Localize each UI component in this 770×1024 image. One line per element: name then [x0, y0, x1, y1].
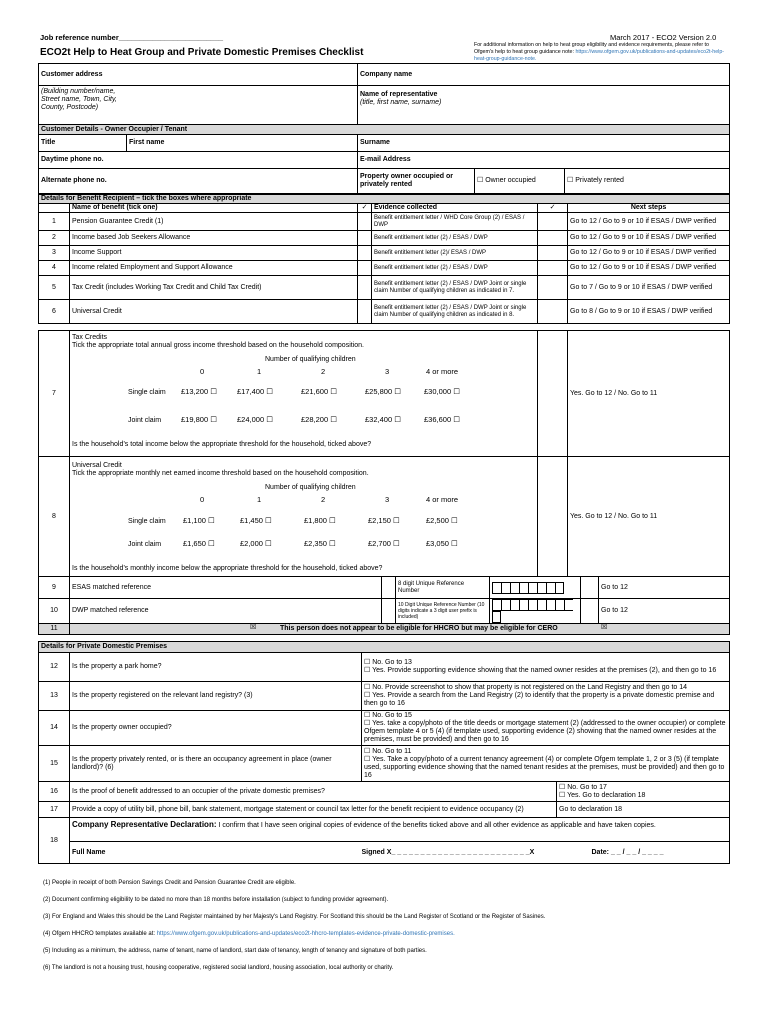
info-note: For additional information on help to heat group eligibility and evidence requirements, please refer to Ofgem's help to heat group guidance note: https://www.ofgem.gov.uk/publications-and-updates/eco2t-help-heat-group-guidance-note. — [474, 42, 725, 62]
threshold-checkbox[interactable]: £1,450 ☐ — [240, 516, 272, 525]
customer-details-header: Customer Details - Owner Occupier / Tenant — [39, 125, 730, 135]
tick-box[interactable] — [538, 261, 568, 276]
answer-options[interactable]: ☐ No. Go to 15 ☐ Yes. take a copy/photo of the title deeds or mortgage statement (2) (addressed to the owner occupier) or complete Ofgem template 4 or 5 (4) (if template used, supporting evidence (2) showing that the named owner resides at the premises, must be provided) and then go to 16 — [362, 711, 730, 746]
tick-box[interactable] — [538, 457, 568, 577]
reference-table — [38, 576, 730, 635]
tick-box[interactable] — [358, 213, 372, 231]
signature-field[interactable]: Signed X_ _ _ _ _ _ _ _ _ _ _ _ _ _ _ _ _ _ _ _ _ _ _ _X — [361, 848, 535, 856]
threshold-checkbox[interactable]: £1,100 ☐ — [183, 516, 215, 525]
esas-row: 9 ESAS matched reference 8 digit Unique Reference Number Go to 12 — [39, 577, 730, 599]
tick-box[interactable] — [538, 331, 568, 457]
benefit-header: Details for Benefit Recipient – tick the boxes where appropriate — [39, 195, 730, 204]
title-field[interactable]: Title — [39, 135, 127, 152]
answer-options[interactable]: ☐ No. Go to 11 ☐ Yes. Take a copy/photo of a current tenancy agreement (4) or complete Ofgem template 1, 2 or 3 (5) (if template used, supporting evidence showing that the named tenant resides at the premises, must be provided) and then go to 16 — [362, 746, 730, 782]
full-name-field[interactable]: Full Name — [70, 842, 362, 864]
threshold-checkbox[interactable]: £2,500 ☐ — [426, 516, 458, 525]
templates-link[interactable]: https://www.ofgem.gov.uk/publications-and-updates/eco2t-hhcro-templates-evidence-private-domestic-premises. — [156, 931, 455, 937]
dwp-reference-input[interactable] — [490, 599, 581, 624]
threshold-checkbox[interactable]: £2,000 ☐ — [240, 539, 272, 548]
threshold-checkbox[interactable]: £25,800 ☐ — [365, 387, 401, 396]
threshold-checkbox[interactable]: £17,400 ☐ — [237, 387, 273, 396]
proof-address-row: 16 Is the proof of benefit addressed to an occupier of the private domestic premises? ☐ No. Go to 17 ☐ Yes. Go to declaration 18 — [39, 782, 730, 802]
benefit-row: 3 Income Support Benefit entitlement letter (2)/ ESAS / DWP Go to 12 / Go to 9 or 10 if ESAS / DWP verified — [39, 246, 730, 261]
tick-box[interactable] — [358, 246, 372, 261]
first-name-field[interactable]: First name — [127, 135, 358, 152]
benefit-row: 5 Tax Credit (includes Working Tax Credit and Child Tax Credit) Benefit entitlement letter (2) / ESAS / DWP Joint or single claim Number of qualifying children as indicated in 7. Go to 7 / Go to 9 or 10 if ESAS / DWP verified — [39, 276, 730, 300]
footnote: (1) People in receipt of both Pension Savings Credit and Pension Guarantee Credit are eligible. — [43, 880, 296, 886]
esas-reference-input[interactable] — [490, 577, 581, 599]
tick-box[interactable] — [358, 231, 372, 246]
universal-credit-row: 8 Universal Credit Tick the appropriate monthly net earned income threshold based on the household composition. Number of qualifying children 0 1 2 3 4 or more Single claim £1,100 ☐ £1,450 ☐ £1,800 ☐ £2,150 ☐ £2,500 ☐ Joint claim £1,650 ☐ £2,000 ☐ £2,350 ☐ £2,700 ☐ £3,050 ☐ Is the household’s monthly income below the appropriate threshold for the household, ticked above? Yes. Go to 12 / No. Go to 11 — [39, 457, 730, 577]
threshold-checkbox[interactable]: £2,350 ☐ — [304, 539, 336, 548]
threshold-checkbox[interactable]: £2,700 ☐ — [368, 539, 400, 548]
threshold-checkbox[interactable]: £19,800 ☐ — [181, 415, 217, 424]
threshold-checkbox[interactable]: £32,400 ☐ — [365, 415, 401, 424]
privately-rented-row: 15 Is the property privately rented, or is there an occupancy agreement in place (owner landlord)? (6) ☐ No. Go to 11 ☐ Yes. Take a copy/photo of a current tenancy agreement (4) or complete Ofgem template 1, 2 or 3 (5) (if template used, supporting evidence showing that the named tenant resides at the premises, must be provided) and then go to 16 — [39, 746, 730, 782]
representative-cell[interactable]: Name of representative (title, first name, surname) — [358, 86, 730, 125]
tick-box[interactable] — [581, 577, 599, 599]
threshold-checkbox[interactable]: £21,600 ☐ — [301, 387, 337, 396]
benefit-row: 2 Income based Job Seekers Allowance Benefit entitlement letter (2) / ESAS / DWP Go to 12 / Go to 9 or 10 if ESAS / DWP verified — [39, 231, 730, 246]
tick-header: ✓ — [358, 204, 372, 213]
tick-box[interactable] — [538, 231, 568, 246]
threshold-checkbox[interactable]: £2,150 ☐ — [368, 516, 400, 525]
footnote: (5) Including as a minimum, the address, name of tenant, name of landlord, start date of tenancy, length of tenancy and signature of both parties. — [43, 948, 427, 954]
ineligible-row: 11 ☒ This person does not appear to be eligible for HHCRO but may be eligible for CERO ☒ — [39, 624, 730, 635]
daytime-phone-field[interactable]: Daytime phone no. — [39, 152, 358, 169]
answer-options[interactable]: ☐ No. Go to 13 ☐ Yes. Provide supporting evidence showing that the named owner resides at the premises (2), and then go to 16 — [362, 653, 730, 682]
job-reference[interactable]: Job reference number_________________________ — [40, 33, 224, 42]
customer-address-label: Customer address — [39, 64, 358, 86]
tick-box[interactable] — [382, 577, 396, 599]
checked-box-icon: ☒ — [601, 624, 608, 631]
tax-credit-row: 7 Tax Credits Tick the appropriate total annual gross income threshold based on the household composition. Number of qualifying children 0 1 2 3 4 or more Single claim £13,200 ☐ £17,400 ☐ £21,600 ☐ £25,800 ☐ £30,000 ☐ Joint claim £19,800 ☐ £24,000 ☐ £28,200 ☐ £32,400 ☐ £36,600 ☐ Is the household’s total income below the appropriate threshold for the household, ticked above? Yes. Go to 12 / No. Go to 11 — [39, 331, 730, 457]
version-label: March 2017 - ECO2 Version 2.0 — [610, 33, 717, 42]
footnote: (2) Document confirming eligibility to be dated no more than 18 months before installation (subject to funding provider agreement). — [43, 897, 389, 903]
customer-details-table — [38, 124, 730, 194]
threshold-checkbox[interactable]: £1,800 ☐ — [304, 516, 336, 525]
answer-options[interactable]: ☐ No. Provide screenshot to show that property is not registered on the Land Registry and then go to 14 ☐ Yes. Provide a search from the Land Registry (2) to identify that the property is a private domestic premise and then go to 16 — [362, 682, 730, 711]
benefit-row: 4 Income related Employment and Support Allowance Benefit entitlement letter (2) / ESAS / DWP Go to 12 / Go to 9 or 10 if ESAS / DWP verified — [39, 261, 730, 276]
company-name-label[interactable]: Company name — [358, 64, 730, 86]
evidence-occupancy-row: 17 Provide a copy of utility bill, phone bill, bank statement, mortgage statement or council tax letter for the benefit recipient to evidence occupancy (2) Go to declaration 18 — [39, 802, 730, 818]
footnote: (3) For England and Wales this should be the Land Register maintained by her Majesty's Land Registry. For Scotland this should be the Land Register of Scotland or the Register of Sasines. — [43, 914, 546, 920]
premises-header: Details for Private Domestic Premises — [39, 642, 730, 653]
checked-box-icon: ☒ — [250, 624, 257, 631]
tick-box[interactable] — [538, 246, 568, 261]
owner-question: Property owner occupied or privately rented — [358, 169, 475, 194]
answer-options[interactable]: ☐ No. Go to 17 ☐ Yes. Go to declaration 18 — [557, 782, 730, 802]
guidance-link[interactable]: https://www.ofgem.gov.uk/publications-and-updates/eco2t-help-heat-group-guidance-note. — [474, 49, 725, 62]
threshold-checkbox[interactable]: £1,650 ☐ — [183, 539, 215, 548]
tick-box[interactable] — [581, 599, 599, 624]
tick-box[interactable] — [358, 261, 372, 276]
tick-box[interactable] — [382, 599, 396, 624]
threshold-checkbox[interactable]: £24,000 ☐ — [237, 415, 273, 424]
date-field[interactable]: Date: _ _ / _ _ / _ _ _ _ — [591, 848, 664, 856]
evidence-header: Evidence collected — [372, 204, 538, 213]
tick-box[interactable] — [538, 276, 568, 300]
alternate-phone-field[interactable]: Alternate phone no. — [39, 169, 358, 194]
next-steps-header: Next steps — [568, 204, 730, 213]
benefit-row: 6 Universal Credit Benefit entitlement letter (2) / ESAS / DWP Joint or single claim Number of qualifying children as indicated in 8. Go to 8 / Go to 9 or 10 if ESAS / DWP verified — [39, 300, 730, 324]
footnote: (4) Ofgem HHCRO templates available at: https://www.ofgem.gov.uk/publications-and-updates/eco2t-hhcro-templates-evidence-private-domestic-premises. — [43, 931, 455, 937]
dwp-row: 10 DWP matched reference 10 Digit Unique Reference Number (10 digits indicate a 3 digit user prefix is included) Go to 12 — [39, 599, 730, 624]
surname-field[interactable]: Surname — [358, 135, 730, 152]
address-hint[interactable]: (Building number/name, Street name, Town, City, County, Postcode) — [41, 88, 117, 111]
tick-box[interactable] — [358, 276, 372, 300]
benefits-table: Details for Benefit Recipient – tick the boxes where appropriate Name of benefit (tick one) ✓ Evidence collected ✓ Next steps 1 Pension Guarantee Credit (1) Benefit entitlement letter / WHD Core Group (2) / ESAS / DWP Go to 12 / Go to 9 or 10 if ESAS / DWP verified 2 Income based Job Seekers Allowance Benefit entitlement letter (2) / ESAS / DWP Go to 12 / Go to 9 or 10 if ESAS / DWP verified 3 Income Support Benefit entitlement letter (2)/ ESAS / DWP Go to 12 / Go to 9 or 10 if ESAS / DWP verified 4 Income related Employment and Support Allowance Benefit entitlement letter (2) / ESAS / DWP Go to 12 / Go to 9 or 10 if ESAS / DWP verified 5 Tax Credit (includes Working Tax Credit and Child Tax Credit) Benefit entitlement letter (2) / ESAS / DWP Joint or single claim Number of qualifying children as indicated in 7. Go to 7 / Go to 9 or 10 if ESAS / DWP verified 6 Universal Credit Benefit entitlement letter (2) / ESAS / DWP Joint or single claim Number of qualifying children as indicated in 8. Go to 8 / Go to 9 or 10 if ESAS / DWP verified — [38, 194, 730, 324]
premises-table — [38, 641, 730, 864]
benefit-row: 1 Pension Guarantee Credit (1) Benefit entitlement letter / WHD Core Group (2) / ESAS / DWP Go to 12 / Go to 9 or 10 if ESAS / DWP verified — [39, 213, 730, 231]
park-home-row: 12 Is the property a park home? ☐ No. Go to 13 ☐ Yes. Provide supporting evidence showing that the named owner resides at the premises (2), and then go to 16 — [39, 653, 730, 682]
page-title: ECO2t Help to Heat Group and Private Domestic Premises Checklist — [40, 47, 364, 58]
tick-box[interactable] — [358, 300, 372, 324]
owner-occupied-checkbox[interactable]: ☐ Owner occupied — [475, 169, 565, 194]
threshold-checkbox[interactable]: £3,050 ☐ — [426, 539, 458, 548]
threshold-checkbox[interactable]: £36,600 ☐ — [424, 415, 460, 424]
declaration-row: 18 Company Representative Declaration: I confirm that I have seen original copies of evidence of the benefits ticked above and all other evidence as applicable and have taken copies. — [39, 818, 730, 842]
threshold-table — [38, 330, 730, 577]
benefit-name-header: Name of benefit (tick one) — [70, 204, 358, 213]
privately-rented-checkbox[interactable]: ☐ Privately rented — [565, 169, 730, 194]
threshold-checkbox[interactable]: £30,000 ☐ — [424, 387, 460, 396]
threshold-checkbox[interactable]: £13,200 ☐ — [181, 387, 217, 396]
owner-occupied-row: 14 Is the property owner occupied? ☐ No. Go to 15 ☐ Yes. take a copy/photo of the title deeds or mortgage statement (2) (addressed to the owner occupier) or complete Ofgem template 4 or 5 (4) (if template used, supporting evidence (2) showing that the named owner resides at the premises, must be provided) and then go to 16 — [39, 711, 730, 746]
tick-box[interactable] — [538, 300, 568, 324]
email-field[interactable]: E-mail Address — [358, 152, 730, 169]
signature-row — [39, 842, 730, 864]
tick-box[interactable] — [538, 213, 568, 231]
footnote: (6) The landlord is not a housing trust, housing cooperative, registered social landlord, housing association, local authority or charity. — [43, 965, 394, 971]
land-registry-row: 13 Is the property registered on the relevant land registry? (3) ☐ No. Provide screenshot to show that property is not registered on the Land Registry and then go to 14 ☐ Yes. Provide a search from the Land Registry (2) to identify that the property is a private domestic premise and then go to 16 — [39, 682, 730, 711]
threshold-checkbox[interactable]: £28,200 ☐ — [301, 415, 337, 424]
